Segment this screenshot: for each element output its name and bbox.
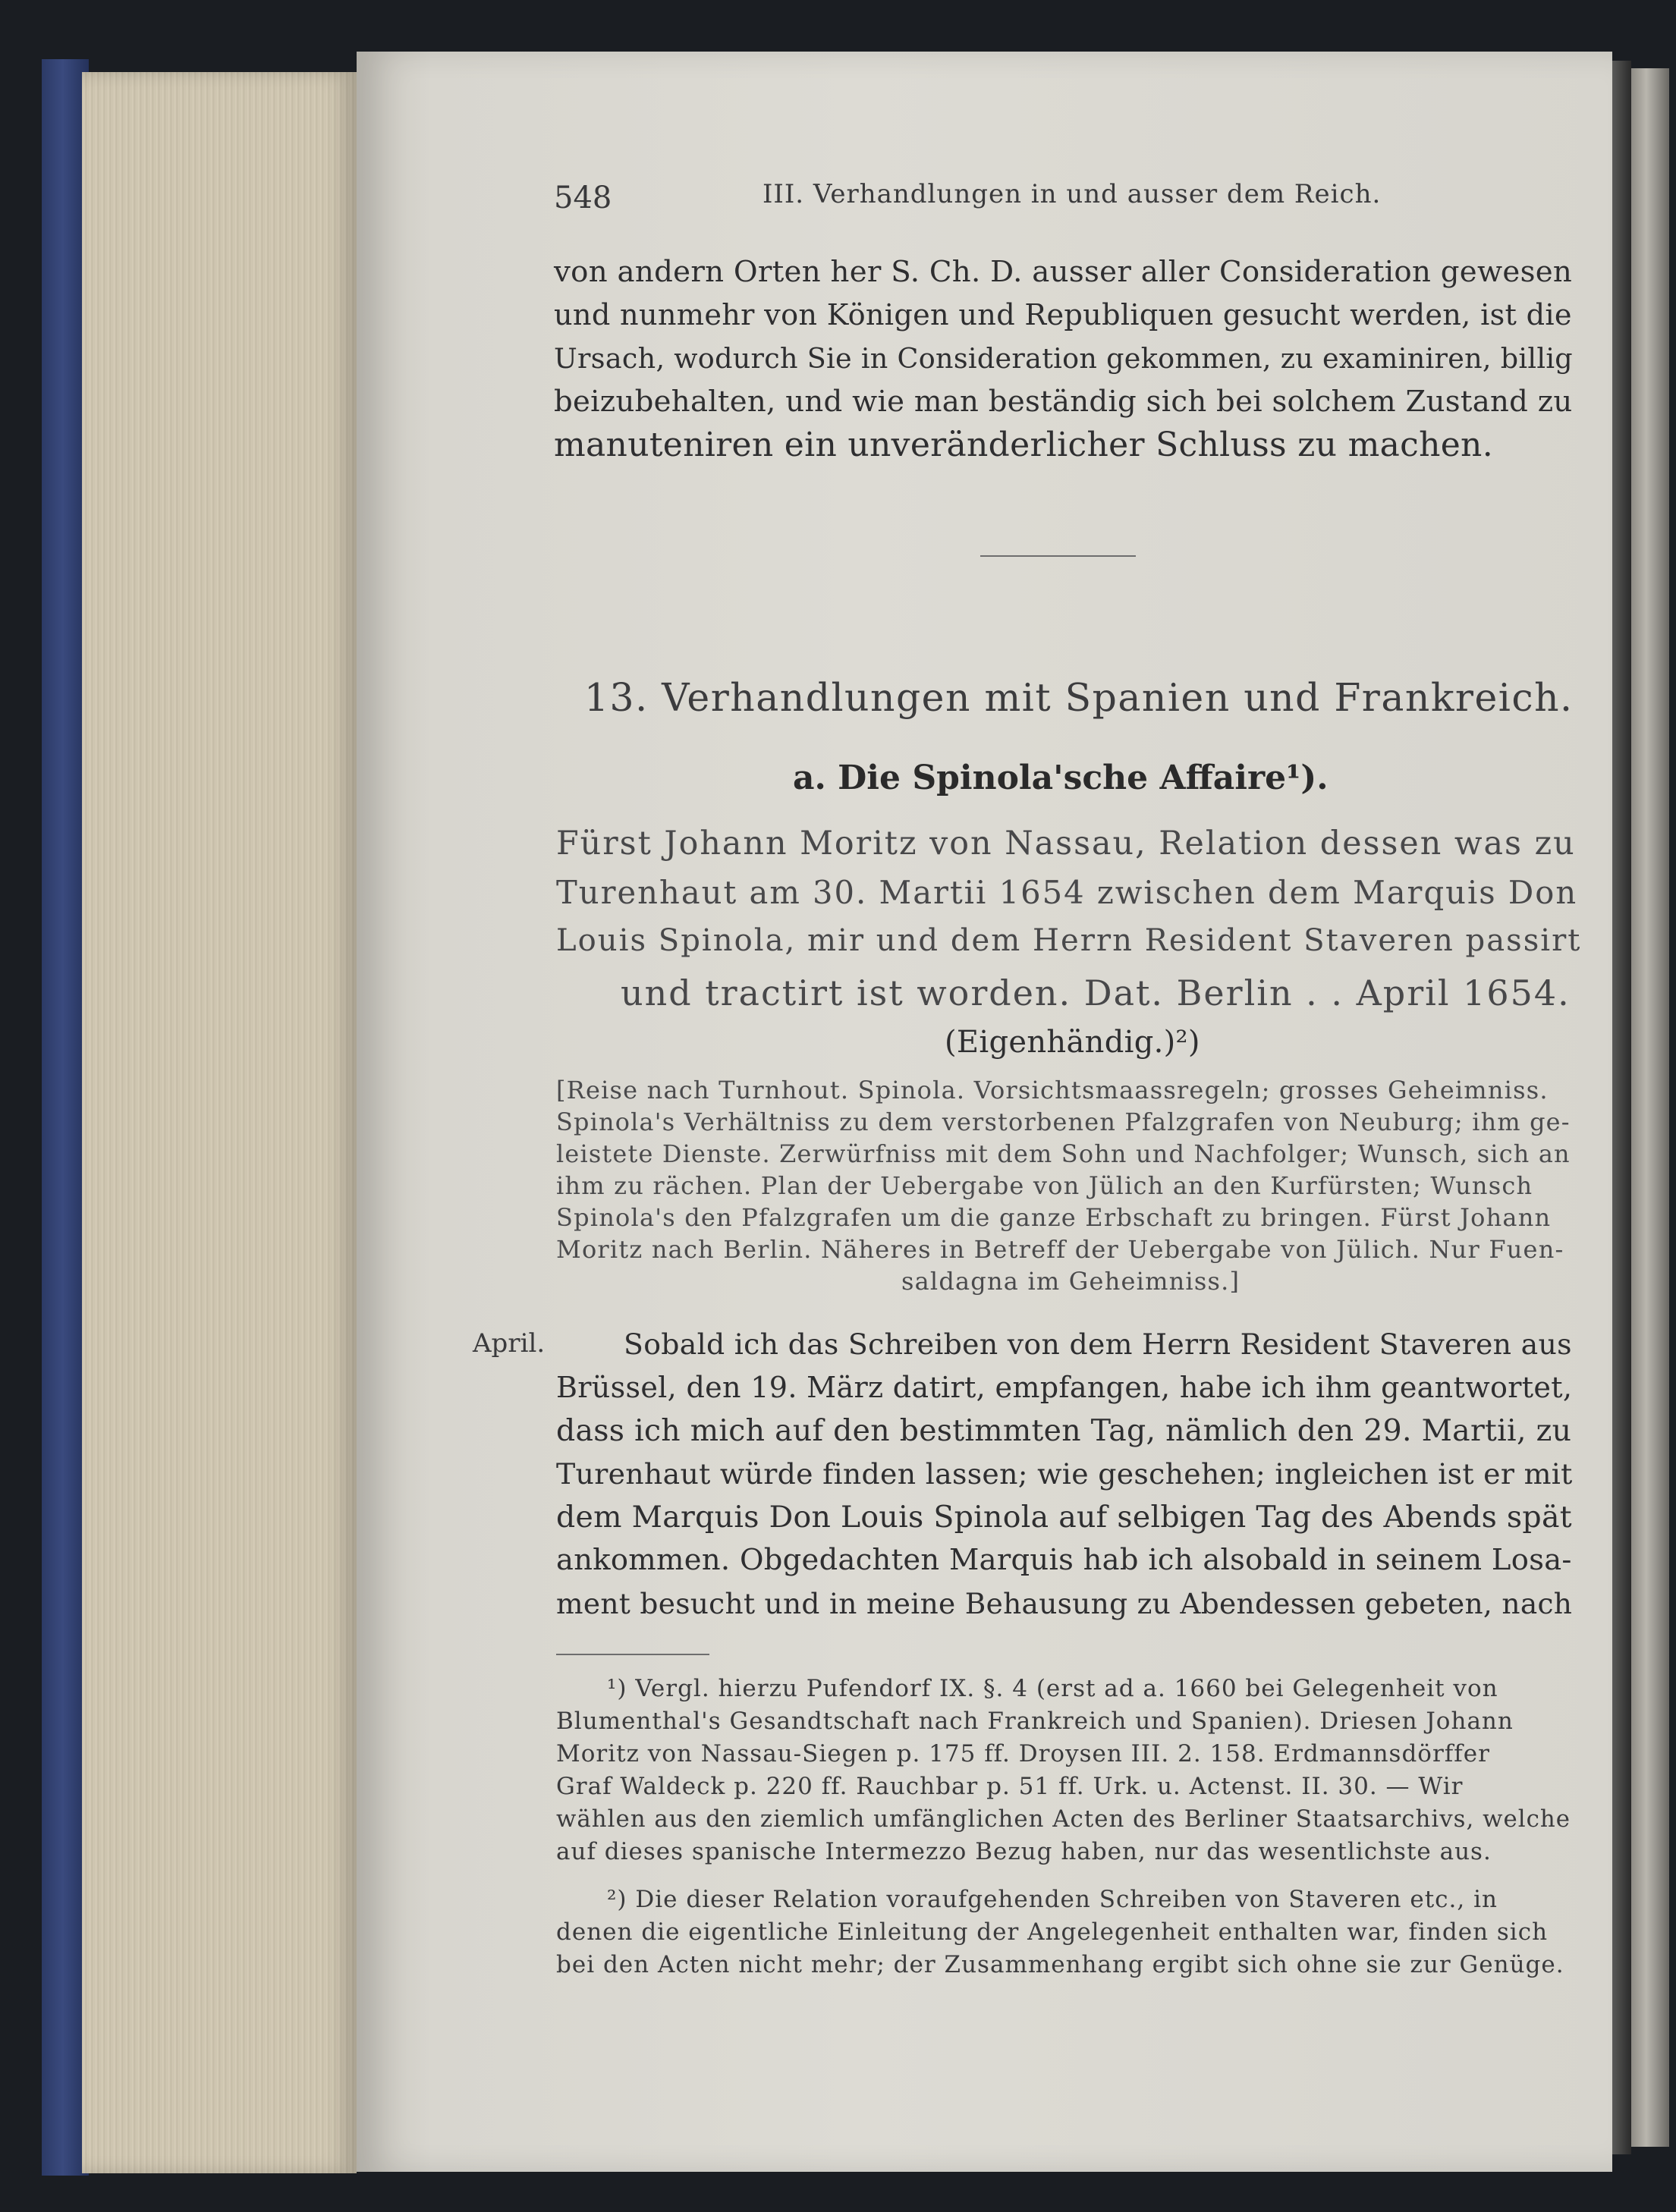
summary-line: ihm zu rächen. Plan der Uebergabe von Jülich an den Kurfürsten; Wunsch (556, 1171, 1533, 1200)
page-number: 548 (554, 181, 612, 215)
text-line: Turenhaut würde finden lassen; wie geschehen; ingleichen ist er mit (556, 1457, 1573, 1491)
summary-line: saldagna im Geheimniss.] (901, 1267, 1240, 1296)
text-line: manuteniren ein unveränderlicher Schluss zu machen. (554, 426, 1493, 464)
footnote-line: auf dieses spanische Intermezzo Bezug haben, nur das wesentlichste aus. (556, 1838, 1492, 1865)
footnote-line: denen die eigentliche Einleitung der Angelegenheit enthalten war, finden sich (556, 1918, 1549, 1946)
section-title: 13. Verhandlungen mit Spanien und Frankreich. (584, 675, 1574, 720)
running-title: III. Verhandlungen in und ausser dem Reich. (763, 179, 1382, 209)
book-gutter (1612, 61, 1631, 2154)
text-line: dem Marquis Don Louis Spinola auf selbigen Tag des Abends spät (556, 1500, 1572, 1535)
text-line: Sobald ich das Schreiben von dem Herrn Resident Staveren aus (624, 1328, 1572, 1361)
margin-note: April. (473, 1328, 546, 1359)
document-title-line: Louis Spinola, mir und dem Herrn Resident Staveren passirt (556, 923, 1582, 958)
footnote-line: ¹) Vergl. hierzu Pufendorf IX. §. 4 (erst ad a. 1660 bei Gelegenheit von (607, 1675, 1498, 1702)
text-line: dass ich mich auf den bestimmten Tag, nämlich den 29. Martii, zu (556, 1413, 1572, 1448)
text-line: beizubehalten, und wie man beständig sich bei solchem Zustand zu (554, 385, 1573, 419)
summary-line: [Reise nach Turnhout. Spinola. Vorsichtsmaassregeln; grosses Geheimniss. (556, 1076, 1549, 1104)
text-line: von andern Orten her S. Ch. D. ausser aller Consideration gewesen (554, 255, 1573, 289)
text-line: und nunmehr von Königen und Republiquen gesucht werden, ist die (554, 299, 1572, 332)
summary-line: Moritz nach Berlin. Näheres in Betreff der Uebergabe von Jülich. Nur Fuen- (556, 1235, 1564, 1264)
summary-line: leistete Dienste. Zerwürfniss mit dem Sohn und Nachfolger; Wunsch, sich an (556, 1139, 1571, 1168)
page-block-edges (82, 72, 357, 2173)
text-line: ment besucht und in meine Behausung zu Abendessen gebeten, nach (556, 1587, 1573, 1620)
summary-line: Spinola's Verhältniss zu dem verstorbenen Pfalzgrafen von Neuburg; ihm ge- (556, 1108, 1571, 1136)
document-title-line: Turenhaut am 30. Martii 1654 zwischen dem Marquis Don (556, 874, 1578, 911)
facing-page-edge (1631, 68, 1669, 2147)
footnote-line: Blumenthal's Gesandtschaft nach Frankreich und Spanien). Driesen Johann (556, 1708, 1514, 1735)
section-subtitle: a. Die Spinola'sche Affaire¹). (793, 759, 1329, 797)
footnote-divider (556, 1654, 709, 1655)
text-line: Ursach, wodurch Sie in Consideration gekommen, zu examiniren, billig (554, 342, 1573, 375)
footnote-line: bei den Acten nicht mehr; der Zusammenhang ergibt sich ohne sie zur Genüge. (556, 1951, 1564, 1978)
summary-line: Spinola's den Pfalzgrafen um die ganze Erbschaft zu bringen. Fürst Johann (556, 1203, 1552, 1232)
footnote-line: Moritz von Nassau-Siegen p. 175 ff. Droysen III. 2. 158. Erdmannsdörffer (556, 1740, 1490, 1767)
footnote-line: Graf Waldeck p. 220 ff. Rauchbar p. 51 ff. Urk. u. Actenst. II. 30. — Wir (556, 1773, 1464, 1800)
footnote-line: ²) Die dieser Relation voraufgehenden Schreiben von Staveren etc., in (607, 1886, 1498, 1913)
document-title-line: Fürst Johann Moritz von Nassau, Relation dessen was zu (556, 825, 1576, 862)
text-line: ankommen. Obgedachten Marquis hab ich alsobald in seinem Losa- (556, 1543, 1572, 1577)
document-title-line: und tractirt ist worden. Dat. Berlin . . April 1654. (621, 972, 1571, 1013)
document-note: (Eigenhändig.)²) (945, 1025, 1200, 1060)
text-line: Brüssel, den 19. März datirt, empfangen, habe ich ihm geantwortet, (556, 1371, 1573, 1404)
footnote-line: wählen aus den ziemlich umfänglichen Acten des Berliner Staatsarchivs, welche (556, 1805, 1571, 1833)
section-divider (980, 555, 1136, 557)
